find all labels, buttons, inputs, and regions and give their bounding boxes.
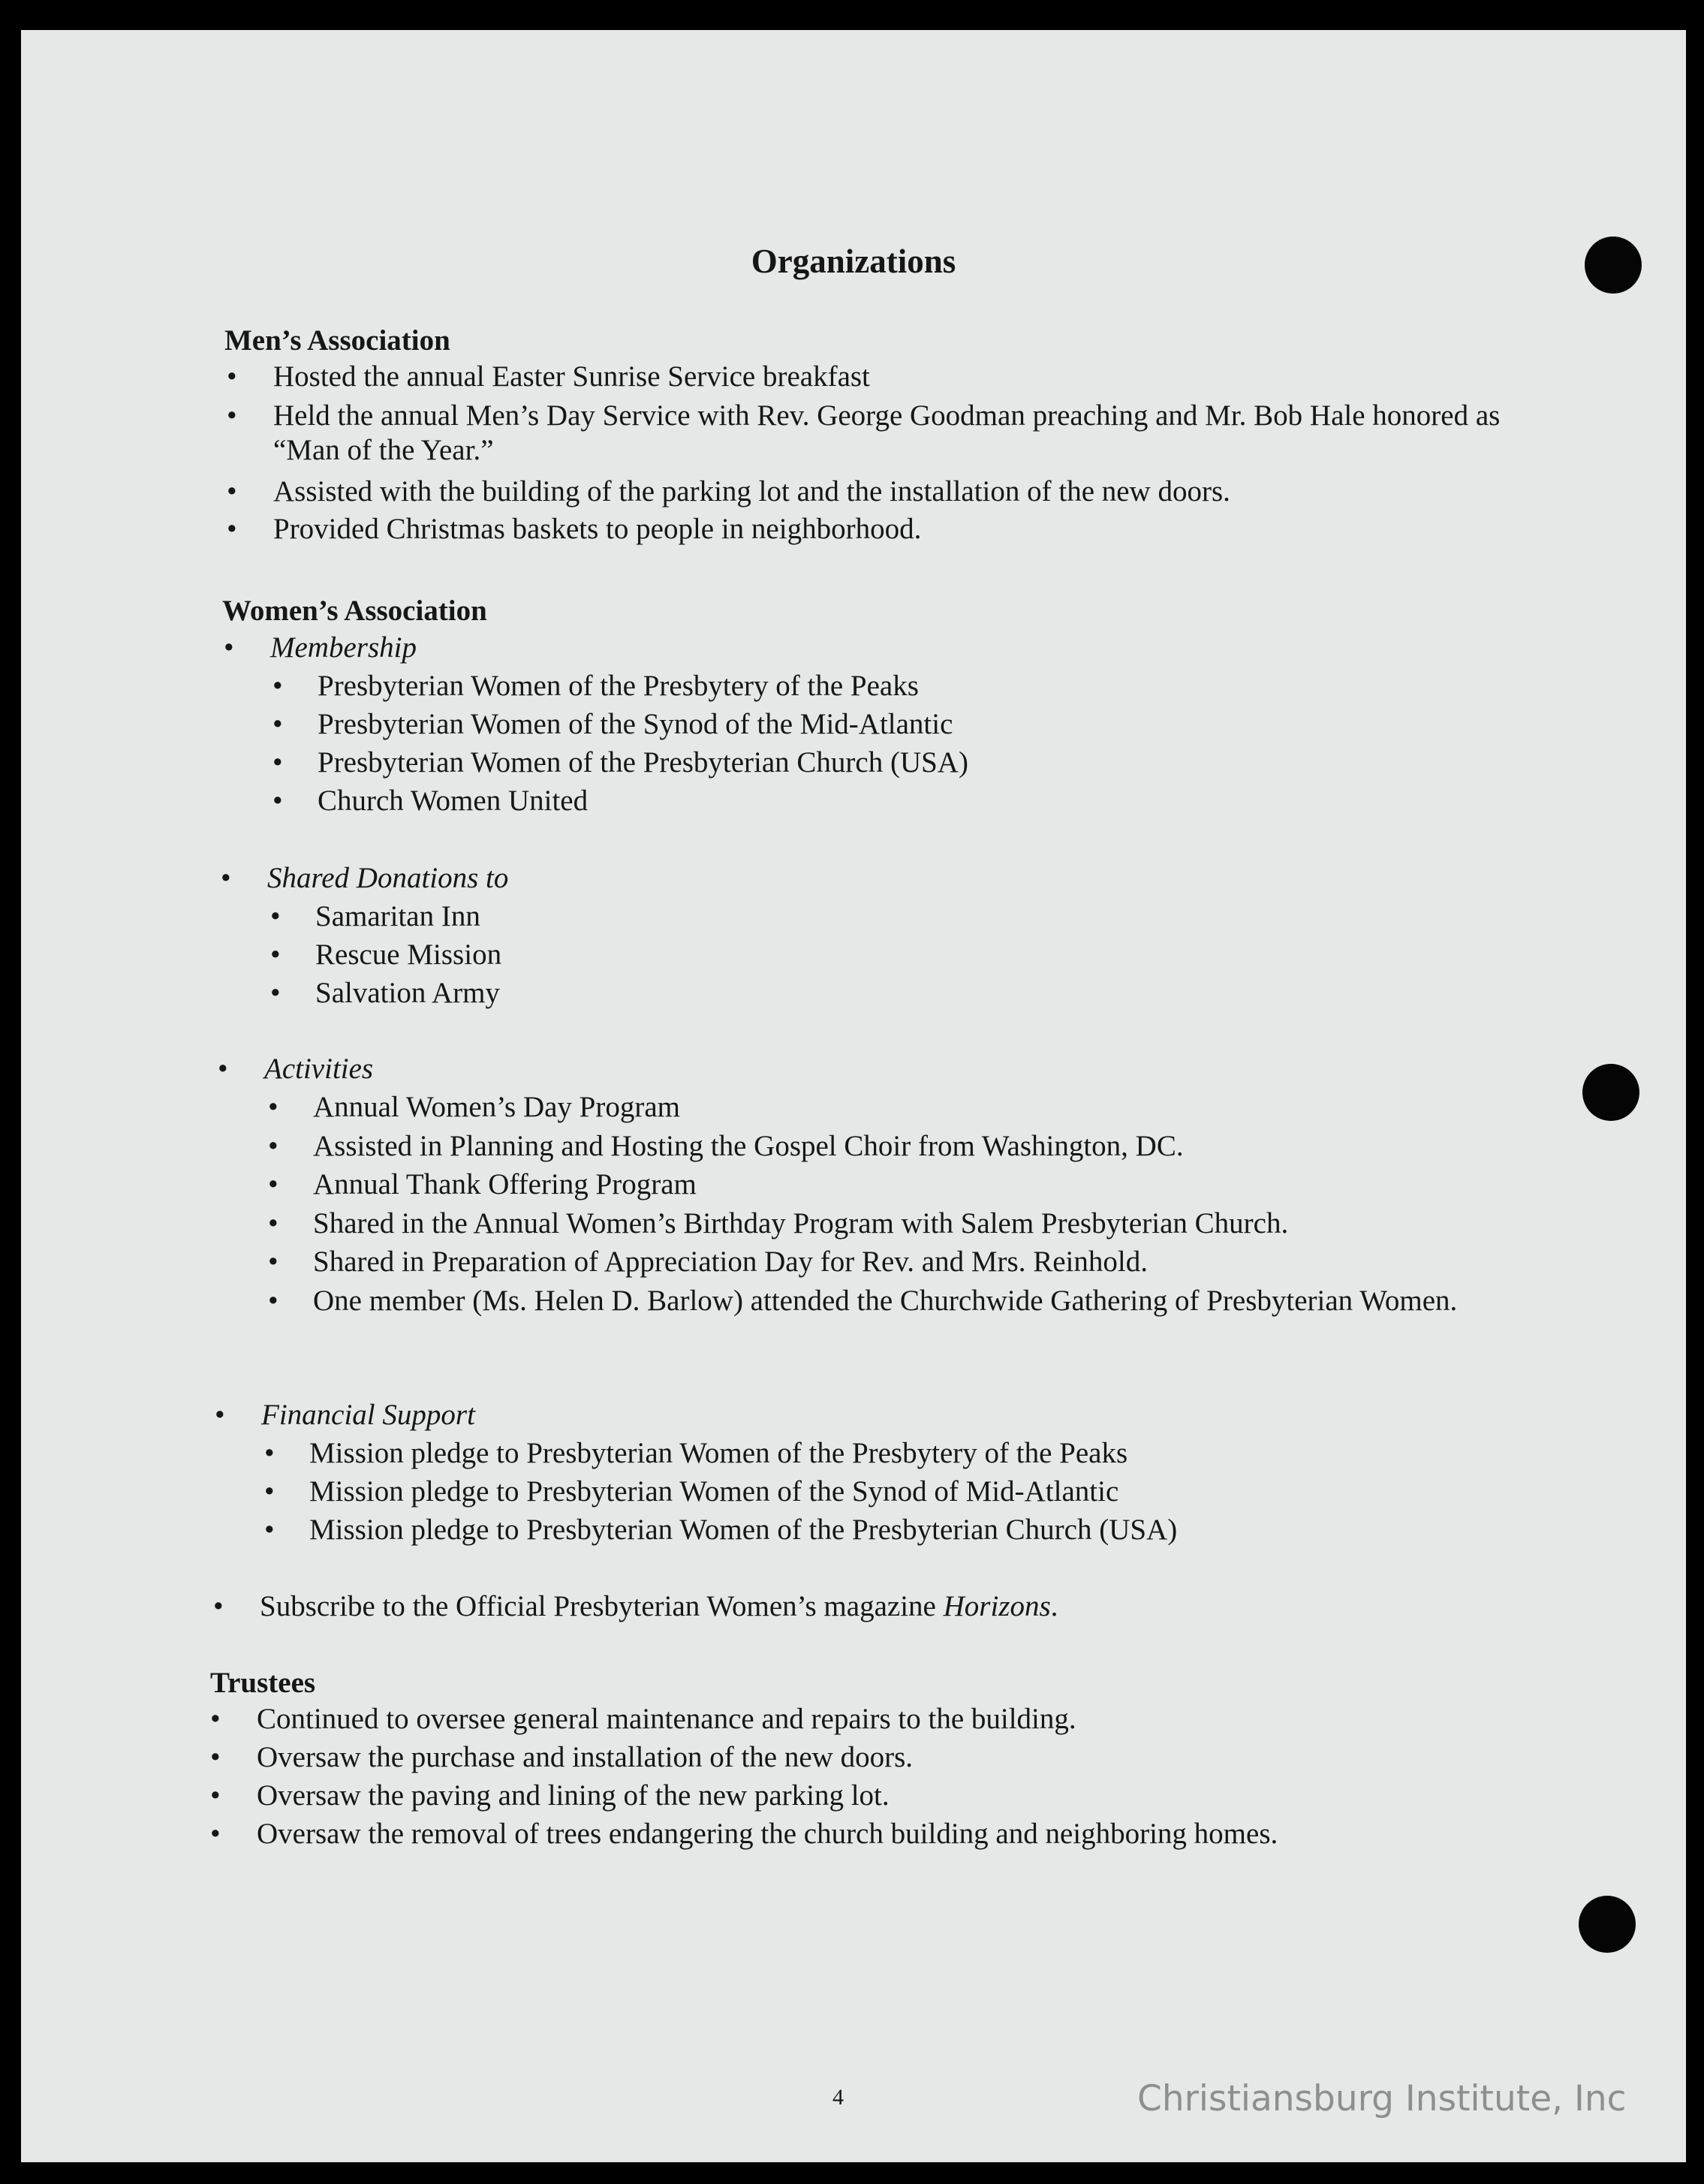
- list-item: • Annual Women’s Day Program: [268, 1091, 680, 1123]
- bullet-icon: •: [218, 1053, 228, 1085]
- watermark: Christiansburg Institute, Inc: [1137, 2078, 1627, 2119]
- bullet-icon: •: [221, 862, 231, 894]
- list-item: • Church Women United: [272, 785, 589, 817]
- list-item: • Presbyterian Women of the Presbyterian Church (USA): [272, 746, 968, 779]
- bullet-icon: •: [210, 1741, 221, 1773]
- trustees-heading: Trustees: [210, 1667, 316, 1699]
- financial-support-label: • Financial Support: [215, 1399, 475, 1431]
- bullet-icon: •: [272, 785, 283, 817]
- list-item: • Mission pledge to Presbyterian Women of the Presbyterian Church (USA): [264, 1514, 1178, 1546]
- bullet-icon: •: [213, 1590, 224, 1622]
- list-item: • Oversaw the purchase and installation of the new doors.: [210, 1741, 913, 1773]
- list-item: • Shared in the Annual Women’s Birthday Program with Salem Presbyterian Church.: [268, 1207, 1289, 1240]
- list-item: • Annual Thank Offering Program: [268, 1168, 697, 1200]
- list-item: • Presbyterian Women of the Presbytery of the Peaks: [272, 670, 919, 702]
- list-item: • Shared in Preparation of Appreciation Day for Rev. and Mrs. Reinhold.: [268, 1246, 1148, 1278]
- bullet-icon: •: [268, 1246, 278, 1278]
- list-item: • Samaritan Inn: [270, 900, 480, 932]
- bullet-icon: •: [270, 977, 281, 1009]
- list-item: • Salvation Army: [270, 977, 500, 1009]
- list-item: • Hosted the annual Easter Sunrise Service breakfast: [227, 360, 870, 393]
- binder-hole: [1582, 1064, 1639, 1121]
- page-number: 4: [832, 2085, 844, 2110]
- bullet-icon: •: [268, 1168, 278, 1200]
- activities-label: • Activities: [218, 1053, 374, 1085]
- bullet-icon: •: [268, 1091, 278, 1123]
- list-item: • Continued to oversee general maintenance and repairs to the building.: [210, 1703, 1076, 1735]
- list-item: • Mission pledge to Presbyterian Women of the Presbytery of the Peaks: [264, 1437, 1128, 1469]
- page-title: Organizations: [751, 242, 956, 280]
- bullet-icon: •: [264, 1437, 275, 1469]
- list-item: • Assisted in Planning and Hosting the Gospel Choir from Washington, DC.: [268, 1130, 1184, 1162]
- subscribe-item: • Subscribe to the Official Presbyterian Women’s magazine Horizons.: [213, 1590, 1058, 1622]
- bullet-icon: •: [272, 708, 283, 740]
- bullet-icon: •: [224, 631, 234, 664]
- womens-association-heading: Women’s Association: [222, 595, 487, 627]
- list-item: • Presbyterian Women of the Synod of the Mid-Atlantic: [272, 708, 953, 740]
- bullet-icon: •: [227, 513, 237, 545]
- list-item: • Held the annual Men’s Day Service with Rev. George Goodman preaching and Mr. Bob Hale honored as “Man of the Year.”: [227, 399, 1501, 466]
- list-item: • One member (Ms. Helen D. Barlow) attended the Churchwide Gathering of Presbyterian Women.: [268, 1285, 1458, 1317]
- bullet-icon: •: [210, 1779, 221, 1812]
- donations-label: • Shared Donations to: [221, 862, 509, 894]
- binder-hole: [1579, 1896, 1636, 1953]
- bullet-icon: •: [272, 746, 283, 779]
- bullet-icon: •: [227, 360, 237, 393]
- membership-label: • Membership: [224, 631, 417, 664]
- mens-association-heading: Men’s Association: [224, 324, 450, 357]
- bullet-icon: •: [264, 1475, 275, 1508]
- list-item: • Assisted with the building of the parking lot and the installation of the new doors.: [227, 475, 1230, 508]
- list-item: • Rescue Mission: [270, 938, 502, 971]
- bullet-icon: •: [270, 900, 281, 932]
- bullet-icon: •: [270, 938, 281, 971]
- bullet-icon: •: [215, 1399, 225, 1431]
- list-item: • Provided Christmas baskets to people in neighborhood.: [227, 513, 922, 545]
- bullet-icon: •: [227, 475, 237, 508]
- list-item: • Oversaw the paving and lining of the new parking lot.: [210, 1779, 890, 1812]
- list-item: • Mission pledge to Presbyterian Women of the Synod of Mid-Atlantic: [264, 1475, 1119, 1508]
- bullet-icon: •: [227, 399, 237, 432]
- bullet-icon: •: [272, 670, 283, 702]
- bullet-icon: •: [210, 1703, 221, 1735]
- magazine-title: Horizons: [943, 1590, 1051, 1622]
- document-page: [21, 30, 1686, 2162]
- list-item: • Oversaw the removal of trees endangering the church building and neighboring homes.: [210, 1818, 1278, 1850]
- bullet-icon: •: [268, 1130, 278, 1162]
- bullet-icon: •: [264, 1514, 275, 1546]
- bullet-icon: •: [210, 1818, 221, 1850]
- bullet-icon: •: [268, 1207, 278, 1240]
- bullet-icon: •: [268, 1285, 278, 1317]
